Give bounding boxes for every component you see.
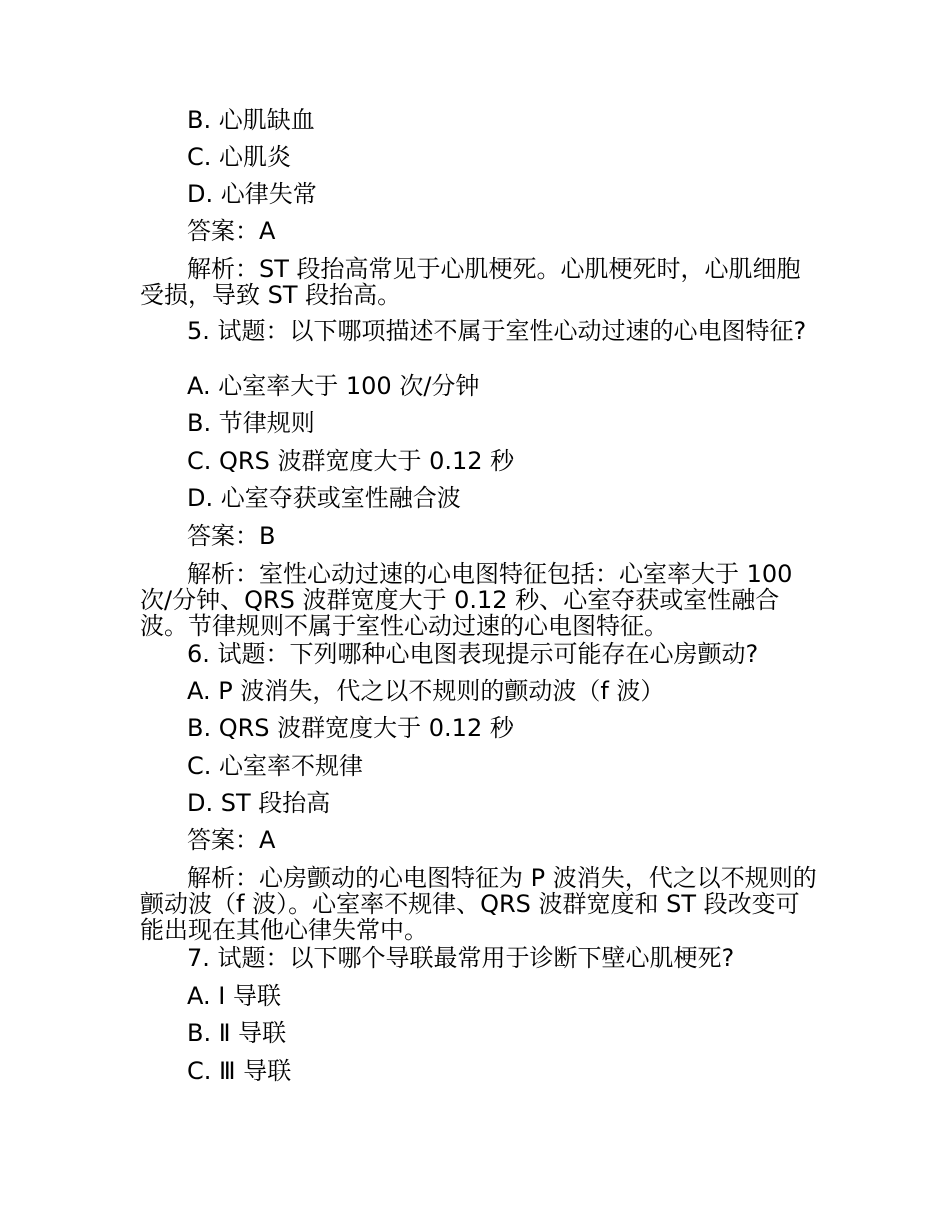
option-d-q6: D. ST 段抬高 (187, 789, 331, 817)
option-d-q4: D. 心律失常 (187, 180, 317, 208)
option-c-q7: C. Ⅲ 导联 (187, 1057, 292, 1085)
option-a-q7: A. Ⅰ 导联 (187, 982, 281, 1010)
question-6: 6. 试题：下列哪种心电图表现提示可能存在心房颤动? (187, 640, 759, 668)
question-7: 7. 试题：以下哪个导联最常用于诊断下壁心肌梗死? (187, 944, 735, 972)
option-a-q5: A. 心室率大于 100 次/分钟 (187, 372, 480, 400)
option-c-q6: C. 心室率不规律 (187, 752, 364, 780)
explanation-q5: 解析：室性心动过速的心电图特征包括：心室率大于 100 次/分钟、QRS 波群宽度大于 0.12 秒、心室夺获或室性融合波。节律规则不属于室性心动过速的心电图特征。 (140, 560, 801, 640)
option-b-q5: B. 节律规则 (187, 409, 315, 437)
option-c-q4: C. 心肌炎 (187, 143, 292, 171)
option-b-q4: B. 心肌缺血 (187, 106, 315, 134)
explanation-q6: 解析：心房颤动的心电图特征为 P 波消失，代之以不规则的颤动波（f 波）。心室率不规律、QRS 波群宽度和 ST 段改变可能出现在其他心律失常中。 (140, 864, 817, 944)
option-b-q7: B. Ⅱ 导联 (187, 1019, 287, 1047)
option-a-q6: A. P 波消失，代之以不规则的颤动波（f 波） (187, 677, 665, 705)
question-5: 5. 试题：以下哪项描述不属于室性心动过速的心电图特征? (187, 317, 807, 345)
answer-q5: 答案：B (187, 522, 276, 550)
option-d-q5: D. 心室夺获或室性融合波 (187, 484, 461, 512)
option-c-q5: C. QRS 波群宽度大于 0.12 秒 (187, 447, 515, 475)
answer-q6: 答案：A (187, 826, 276, 854)
answer-q4: 答案：A (187, 217, 276, 245)
explanation-q4: 解析：ST 段抬高常见于心肌梗死。心肌梗死时，心肌细胞受损，导致 ST 段抬高。 (140, 255, 801, 309)
option-b-q6: B. QRS 波群宽度大于 0.12 秒 (187, 714, 514, 742)
